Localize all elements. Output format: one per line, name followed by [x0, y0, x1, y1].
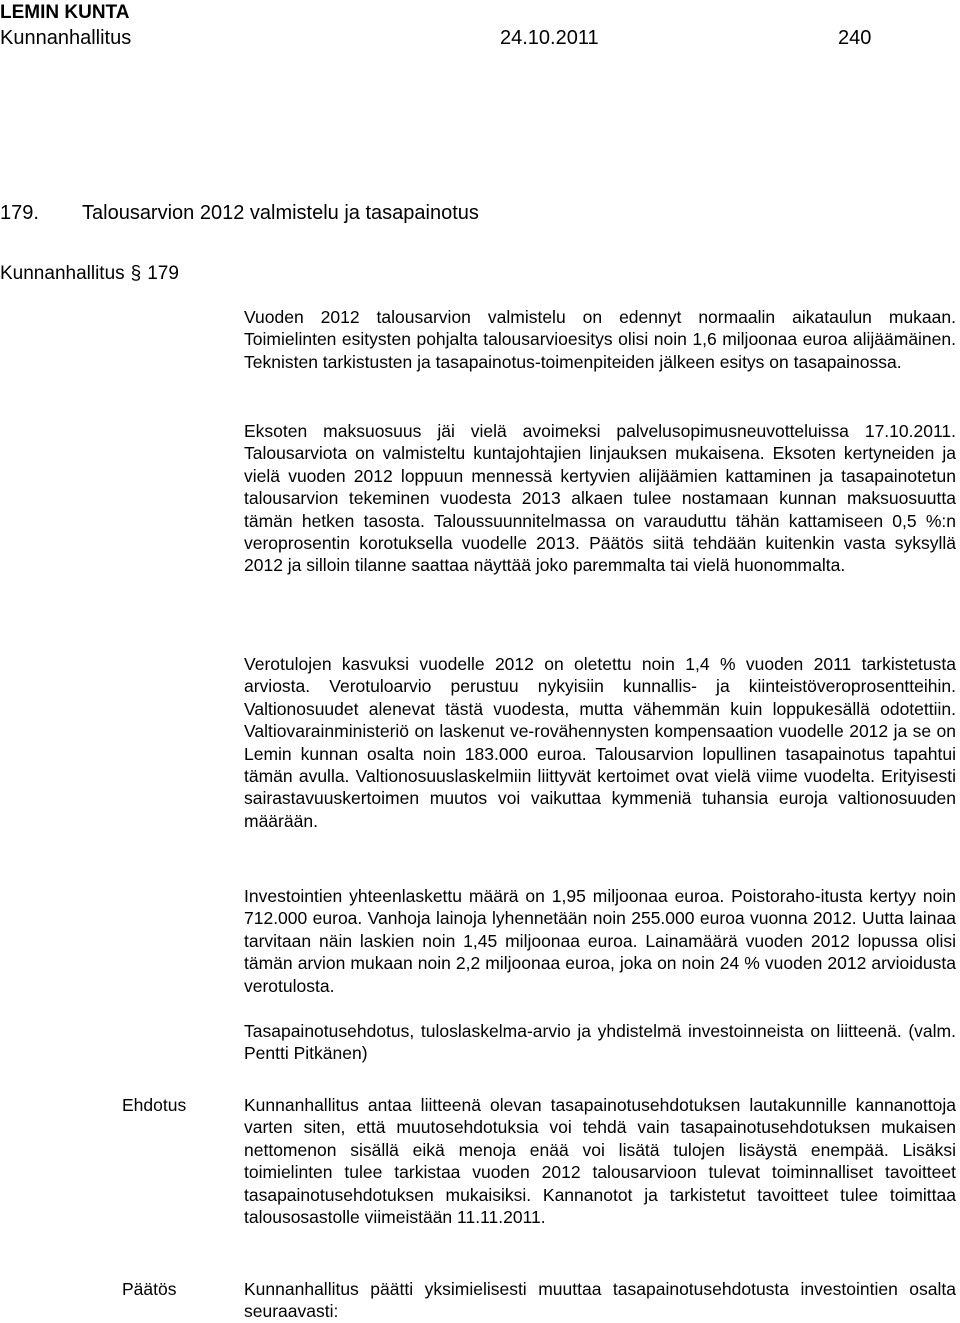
paragraph-attachments: Tasapainotusehdotus, tuloslaskelma-arvio ja yhdistelmä investoinneista on liitteenä. (valm. Pentti Pitkänen) [244, 1021, 956, 1064]
header-page-number: 240 [838, 27, 872, 49]
paragraph-preparation: Vuoden 2012 talousarvion valmistelu on edennyt normaalin aikataulun mukaan. Toimielinten esitysten pohjalta talousarvioesitys olisi noin 1,6 miljoonaa euroa alijäämäinen. Teknisten tarkistusten ja tasapainotus-toimenpiteiden jälkeen esitys on tasapainossa. [244, 307, 956, 372]
reference-number: 179 [147, 263, 179, 284]
organization-name: LEMIN KUNTA [0, 2, 130, 23]
section-number: 179. [0, 202, 39, 224]
paragraph-eksote: Eksoten maksuosuus jäi vielä avoimeksi palvelusopimusneuvotteluissa 17.10.2011. Talousarviota on valmisteltu kuntajohtajien linjauksen mukaisena. Eksoten kertyneiden ja vielä vuoden 2012 loppuun mennessä kertyvien alijäämien kattaminen ja tasapainotetun talousarvion tekeminen vuodesta 2013 alkaen tulee nostamaan kunnan maksuosuutta tämän hetken tasosta. Taloussuunnitelmassa on varauduttu tähän kattamiseen 0,5 %:n veroprosentin korotuksella vuodelle 2013. Päätös siitä tehdään kuitenkin vasta syksyllä 2012 ja silloin tilanne saattaa näyttää joko paremmalta tai vielä huonommalta. [244, 421, 956, 576]
header-date: 24.10.2011 [500, 27, 599, 49]
ehdotus-label: Ehdotus [122, 1095, 187, 1115]
section-symbol: § [130, 263, 142, 284]
section-title: Talousarvion 2012 valmistelu ja tasapainotus [82, 202, 479, 224]
header-body-name: Kunnanhallitus [0, 27, 132, 49]
paragraph-investments: Investointien yhteenlaskettu määrä on 1,95 miljoonaa euroa. Poistoraho-itusta kertyy noin 712.000 euroa. Vanhoja lainoja lyhennetään noin 255.000 euroa vuonna 2012. Uutta lainaa tarvitaan näin laskien noin 1,45 miljoonaa euroa. Lainamäärä vuoden 2012 lopussa olisi tämän arvion mukaan noin 2,2 miljoonaa euroa, joka on noin 24 % vuoden 2012 arvioidusta verotulosta. [244, 886, 956, 996]
paragraph-tax-revenue: Verotulojen kasvuksi vuodelle 2012 on oletettu noin 1,4 % vuoden 2011 tarkistetusta arviosta. Verotuloarvio perustuu nykyisiin kunnallis- ja kiinteistöveroprosentteihin. Valtionosuudet alenevat tästä vuodesta, mutta vähemmän kuin loppukesällä odotettiin. Valtiovarainministeriö on laskenut ve-rovähennysten kompensaation vuodelle 2012 ja se on Lemin kunnan osalta noin 183.000 euroa. Talousarvion lopullinen tasapainotus tapahtui tämän avulla. Valtionosuuslaskelmiin liittyvät kertoimet ovat vielä viime vuodelta. Erityisesti sairastavuuskertoimen muutos voi vaikuttaa kymmeniä tuhansia euroja valtionosuuden määrään. [244, 654, 956, 831]
paatos-label: Päätös [122, 1279, 177, 1299]
section-reference [0, 262, 179, 286]
paatos-text: Kunnanhallitus päätti yksimielisesti muuttaa tasapainotusehdotusta investointien osalta seuraavasti: [244, 1279, 956, 1322]
ehdotus-text: Kunnanhallitus antaa liitteenä olevan tasapainotusehdotuksen lautakunnille kannanottoja varten siten, että muutosehdotuksia voi tehdä vain tasapainotusehdotuksen mukaisen nettomenon sisällä eikä menoja enää voi lisätä tulojen lisäystä enempää. Lisäksi toimielinten tulee tarkistaa vuoden 2012 talousarvioon tulevat toiminnalliset tavoitteet tasapainotusehdotuksen mukaisiksi. Kannanotot ja tarkistetut tavoitteet tulee toimittaa talousosastolle viimeistään 11.11.2011. [244, 1095, 956, 1228]
reference-body: Kunnanhallitus [0, 263, 125, 284]
